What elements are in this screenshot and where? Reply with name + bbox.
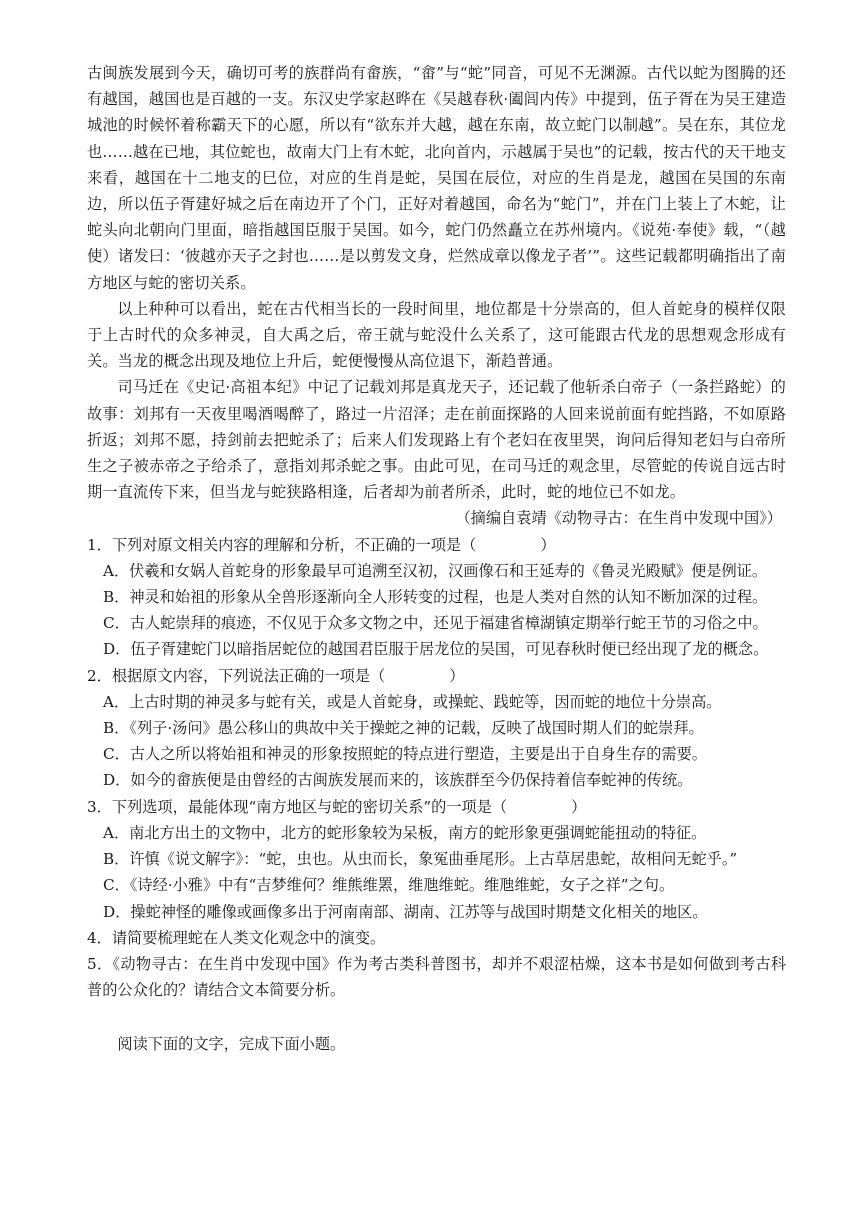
question-4 [87, 925, 786, 951]
question-number: 4． [87, 928, 112, 947]
question-close: ） [540, 535, 556, 554]
option-b [87, 715, 786, 741]
option-text: 古人之所以将始祖和神灵的形象按照蛇的特点进行塑造，主要是出于自身生存的需要。 [129, 745, 707, 764]
option-c [87, 741, 786, 767]
question-number: 2． [87, 666, 112, 685]
option-a [87, 689, 786, 715]
option-letter: C． [103, 745, 130, 764]
option-a [87, 820, 786, 846]
option-a [87, 558, 786, 584]
question-number: 1． [87, 535, 112, 554]
option-letter: A． [103, 692, 130, 711]
next-section-intro: 阅读下面的文字，完成下面小题。 [117, 1035, 346, 1054]
option-letter: B． [103, 719, 130, 738]
option-letter: D． [103, 640, 131, 659]
option-text: 南北方出土的文物中，北方的蛇形象较为呆板，南方的蛇形象更强调蛇能扭动的特征。 [129, 823, 707, 842]
option-b [87, 846, 786, 872]
option-d [87, 899, 786, 925]
question-stem: 请简要梳理蛇在人类文化观念中的演变。 [111, 928, 386, 947]
passage-paragraph-2: 以上种种可以看出，蛇在古代相当长的一段时间里，地位都是十分崇高的，但人首蛇身的模样仅限于上古时代的众多神灵，自大禹之后，帝王就与蛇没什么关系了，这可能跟古代龙的思想观念形成有关。当龙的概念出现及地位上升后，蛇便慢慢从高位退下，渐趋普通。 [87, 299, 786, 371]
option-letter: B． [103, 850, 130, 869]
question-2 [87, 663, 786, 689]
question-3 [87, 794, 786, 820]
question-stem: 《动物寻古：在生肖中发现中国》作为考古类科普图书，却并不艰涩枯燥，这本书是如何做到考古科普的公众化的？请结合文本简要分析。 [87, 954, 786, 1000]
question-close: ） [449, 666, 465, 685]
option-letter: D． [103, 902, 131, 921]
option-letter: D． [103, 771, 131, 790]
passage-paragraph-3: 司马迁在《史记·高祖本纪》中记了记载刘邦是真龙天子，还记载了他斩杀白帝子（一条拦路蛇）的故事：刘邦有一天夜里喝酒喝醉了，路过一片沼泽；走在前面探路的人回来说前面有蛇挡路，不如原路折返；刘邦不愿，持剑前去把蛇杀了；后来人们发现路上有个老妇在夜里哭，询问后得知老妇与白帝所生之子被赤帝之子给杀了，意指刘邦杀蛇之事。由此可见，在司马迁的观念里，尽管蛇的传说自远古时期一直流传下来，但当龙与蛇狭路相逢，后者却为前者所杀，此时，蛇的地位已不如龙。 [87, 378, 786, 502]
question-number: 5． [87, 954, 113, 973]
passage-source: （摘编自袁靖《动物寻古：在生肖中发现中国》） [455, 509, 782, 528]
option-letter: A． [103, 823, 130, 842]
question-1 [87, 532, 786, 558]
option-letter: C． [103, 614, 130, 633]
question-number: 3． [87, 797, 112, 816]
option-text: 伏羲和女娲人首蛇身的形象最早可追溯至汉初，汉画像石和王延寿的《鲁灵光殿赋》便是例证。 [129, 561, 768, 580]
option-letter: B． [103, 588, 130, 607]
question-stem: 根据原文内容，下列说法正确的一项是（ [111, 666, 386, 685]
option-text: 如今的畲族便是由曾经的古闽族发展而来的，该族群至今仍保持着信奉蛇神的传统。 [130, 771, 693, 790]
option-text: 《诗经·小雅》中有“吉梦维何？维熊维罴，维虺维蛇。维虺维蛇，女子之祥”之句。 [129, 876, 675, 895]
option-text: 许慎《说文解字》：“蛇，虫也。从虫而长，象冤曲垂尾形。上古草居患蛇，故相问无蛇乎。” [129, 850, 738, 869]
option-d [87, 767, 786, 793]
option-text: 操蛇神怪的雕像或画像多出于河南南部、湖南、江苏等与战国时期楚文化相关的地区。 [130, 902, 708, 921]
question-close: ） [571, 797, 587, 816]
question-stem: 下列选项，最能体现“南方地区与蛇的密切关系”的一项是（ [111, 797, 508, 816]
option-d [87, 636, 786, 662]
option-letter: C． [103, 876, 130, 895]
question-5 [87, 951, 786, 1003]
option-b [87, 584, 786, 610]
option-text: 《列子·汤问》愚公移山的典故中关于操蛇之神的记载，反映了战国时期人们的蛇崇拜。 [129, 719, 704, 738]
option-c [87, 610, 786, 636]
section-gap [87, 1003, 786, 1031]
option-text: 古人蛇崇拜的痕迹，不仅见于众多文物之中，还见于福建省樟湖镇定期举行蛇王节的习俗之中。 [129, 614, 768, 633]
option-text: 伍子胥建蛇门以暗指居蛇位的越国君臣服于居龙位的吴国，可见春秋时便已经出现了龙的概念。 [130, 640, 769, 659]
option-letter: A． [103, 561, 130, 580]
question-stem: 下列对原文相关内容的理解和分析，不正确的一项是（ [111, 535, 477, 554]
option-c [87, 872, 786, 898]
option-text: 神灵和始祖的形象从全兽形逐渐向全人形转变的过程，也是人类对自然的认知不断加深的过程。 [129, 588, 768, 607]
passage-paragraph-1: 古闽族发展到今天，确切可考的族群尚有畲族，“畲”与“蛇”同音，可见不无渊源。古代以蛇为图腾的还有越国，越国也是百越的一支。东汉史学家赵晔在《吴越春秋·阖闾内传》中提到，伍子胥在为吴王建造城池的时候怀着称霸天下的心愿，所以有“欲东并大越，越在东南，故立蛇门以制越”。吴在东，其位龙也……越在已地，其位蛇也，故南大门上有木蛇，北向首内，示越属于吴也”的记载，按古代的天干地支来看，越国在十二地支的巳位，对应的生肖是蛇，吴国在辰位，对应的生肖是龙，越国在吴国的东南边，所以伍子胥建好城之后在南边开了个门，正好对着越国，命名为“蛇门”，并在门上装上了木蛇，让蛇头向北朝向门里面，暗指越国臣服于吴国。如今，蛇门仍然矗立在苏州境内。《说苑·奉使》载，“（越使）诸发曰：‘彼越亦天子之封也……是以剪发文身，烂然成章以像龙子者’”。这些记载都明确指出了南方地区与蛇的密切关系。 [87, 64, 786, 292]
option-text: 上古时期的神灵多与蛇有关，或是人首蛇身，或操蛇、践蛇等，因而蛇的地位十分崇高。 [129, 692, 722, 711]
